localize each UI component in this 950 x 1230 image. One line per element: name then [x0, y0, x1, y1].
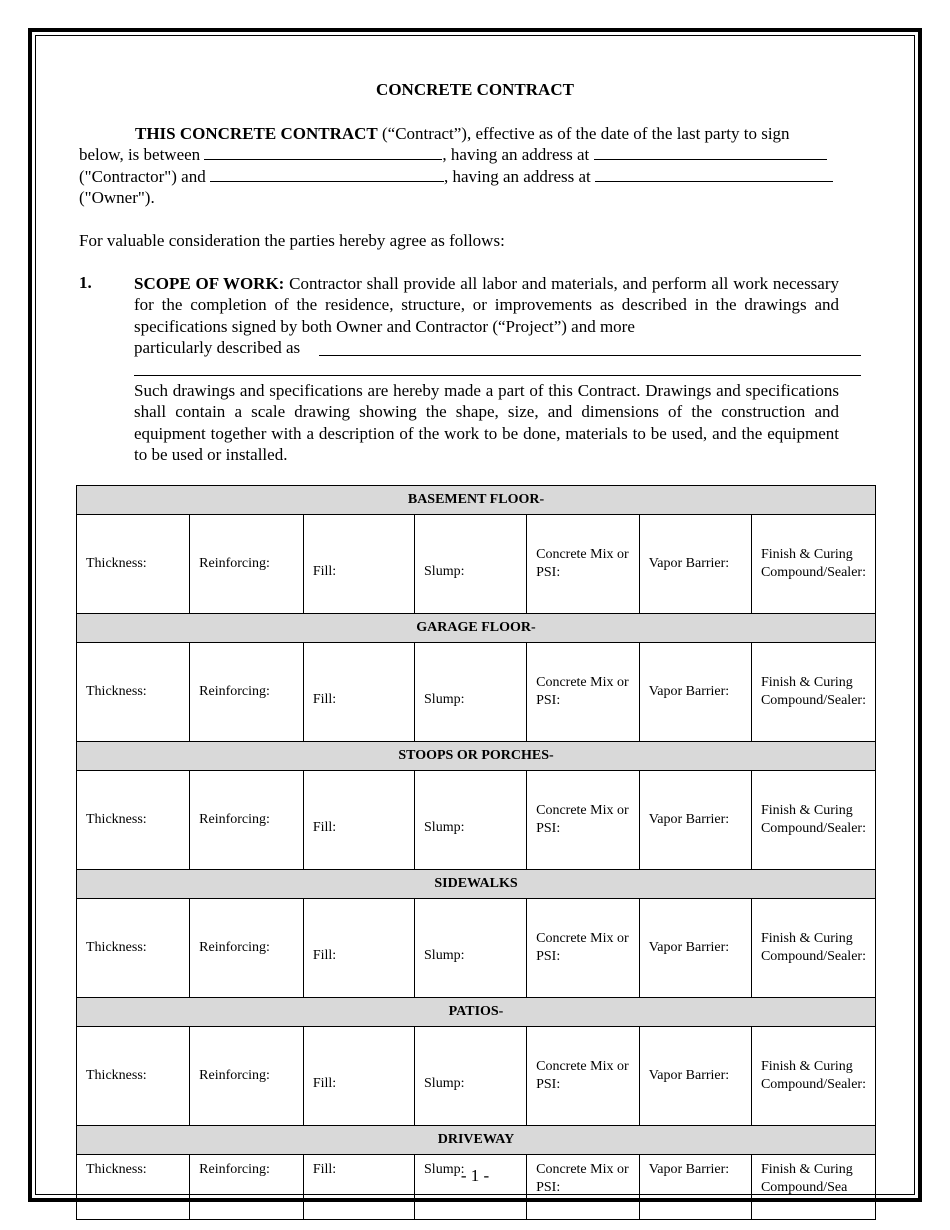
spec-cell[interactable]: Reinforcing: [190, 1027, 304, 1126]
spec-cell[interactable]: Slump: [415, 643, 527, 742]
section-header: DRIVEWAY [77, 1126, 876, 1155]
intro-contractor: ("Contractor") and [79, 166, 206, 186]
spec-cell[interactable]: Slump: [415, 515, 527, 614]
spec-cell[interactable]: Finish & Curing Compound/Sealer: [751, 899, 875, 998]
contractor-name-blank[interactable] [204, 144, 442, 160]
spec-cell[interactable]: Finish & Curing Compound/Sealer: [751, 643, 875, 742]
section-text-1: Contractor shall provide all labor and materials, and perform all work necessary for the completion of the residence, structure, or improvements as described in the drawings and specifications signed by both Owner and Contractor (“Project”) and more [134, 274, 840, 336]
spec-cell[interactable]: Concrete Mix or PSI: [527, 1155, 640, 1220]
spec-cell[interactable]: Vapor Barrier: [639, 771, 751, 870]
section-number: 1. [79, 273, 92, 292]
section-header-row [77, 486, 876, 515]
intro-between: below, is between [79, 145, 201, 165]
intro-address-label-1: , having an address at [442, 145, 590, 165]
spec-cell[interactable]: Thickness: [77, 515, 190, 614]
spec-cell[interactable]: Fill: [303, 643, 414, 742]
spec-cell[interactable]: Thickness: [77, 899, 190, 998]
section-heading: SCOPE OF WORK: [134, 274, 285, 293]
section-header: STOOPS OR PORCHES- [77, 742, 876, 771]
spec-cell[interactable]: Reinforcing: [190, 515, 304, 614]
spec-cell[interactable]: Concrete Mix or PSI: [527, 899, 640, 998]
project-description-blank-1[interactable] [319, 355, 861, 356]
spec-cell[interactable]: Reinforcing: [190, 643, 304, 742]
spec-cell[interactable]: Finish & Curing Compound/Sealer: [751, 1027, 875, 1126]
contractor-address-blank[interactable] [594, 144, 827, 160]
spec-cell[interactable]: Slump: [415, 1027, 527, 1126]
spec-cell[interactable]: Fill: [303, 515, 414, 614]
intro-paragraph [79, 123, 869, 208]
intro-line1: (“Contract”), effective as of the date of the last party to sign [377, 124, 790, 143]
spec-cell[interactable]: Fill: [303, 1155, 414, 1220]
section-header-row [77, 1126, 876, 1155]
spec-cell[interactable]: Slump: [415, 1155, 527, 1220]
section-header: BASEMENT FLOOR- [77, 486, 876, 515]
spec-row [77, 515, 876, 614]
spec-cell[interactable]: Reinforcing: [190, 1155, 304, 1220]
spec-cell[interactable]: Slump: [415, 771, 527, 870]
spec-cell[interactable]: Finish & Curing Compound/Sealer: [751, 515, 875, 614]
spec-cell[interactable]: Vapor Barrier: [639, 899, 751, 998]
spec-cell[interactable]: Concrete Mix or PSI: [527, 1027, 640, 1126]
spec-row [77, 899, 876, 998]
spec-cell[interactable]: Concrete Mix or PSI: [527, 515, 640, 614]
owner-name-blank[interactable] [210, 166, 444, 182]
document-title: CONCRETE CONTRACT [376, 80, 574, 99]
spec-cell[interactable]: Thickness: [77, 1155, 190, 1220]
project-description-blank-2[interactable] [134, 375, 861, 376]
spec-cell[interactable]: Fill: [303, 1027, 414, 1126]
spec-row [77, 1155, 876, 1220]
spec-cell[interactable]: Finish & Curing Compound/Sea [751, 1155, 875, 1220]
spec-cell[interactable]: Finish & Curing Compound/Sealer: [751, 771, 875, 870]
spec-row [77, 1027, 876, 1126]
section-header-row [77, 614, 876, 643]
spec-cell[interactable]: Thickness: [77, 1027, 190, 1126]
intro-bold-lead: THIS CONCRETE CONTRACT [135, 124, 378, 143]
spec-cell[interactable]: Vapor Barrier: [639, 1027, 751, 1126]
spec-cell[interactable]: Vapor Barrier: [639, 515, 751, 614]
consideration-text: For valuable consideration the parties hereby agree as follows: [79, 231, 505, 250]
spec-cell[interactable]: Vapor Barrier: [639, 1155, 751, 1220]
spec-row [77, 643, 876, 742]
spec-cell[interactable]: Fill: [303, 771, 414, 870]
owner-address-blank[interactable] [595, 166, 833, 182]
spec-cell[interactable]: Concrete Mix or PSI: [527, 771, 640, 870]
section-header-row [77, 870, 876, 899]
section-header-row [77, 998, 876, 1027]
section-scope-of-work [134, 273, 839, 358]
spec-cell[interactable]: Reinforcing: [190, 771, 304, 870]
spec-cell[interactable]: Concrete Mix or PSI: [527, 643, 640, 742]
spec-cell[interactable]: Vapor Barrier: [639, 643, 751, 742]
section-header-row [77, 742, 876, 771]
drawings-paragraph: Such drawings and specifications are hereby made a part of this Contract. Drawings and specifications shall contain a scale drawing showing the shape, size, and dimensions of the construction and equipment together with a description of the work to be done, materials to be used, and the equipment to be used or installed. [134, 381, 839, 464]
section-text-described: particularly described as [134, 337, 301, 357]
intro-address-label-2: , having an address at [443, 166, 591, 186]
page-number: - 1 - [460, 1166, 490, 1185]
spec-cell[interactable]: Thickness: [77, 643, 190, 742]
section-header: GARAGE FLOOR- [77, 614, 876, 643]
concrete-spec-table [76, 485, 876, 1220]
section-header: SIDEWALKS [77, 870, 876, 899]
spec-cell[interactable]: Fill: [303, 899, 414, 998]
spec-cell[interactable]: Reinforcing: [190, 899, 304, 998]
section-header: PATIOS- [77, 998, 876, 1027]
spec-row [77, 771, 876, 870]
spec-cell[interactable]: Thickness: [77, 771, 190, 870]
spec-cell[interactable]: Slump: [415, 899, 527, 998]
intro-owner: ("Owner"). [79, 187, 155, 207]
